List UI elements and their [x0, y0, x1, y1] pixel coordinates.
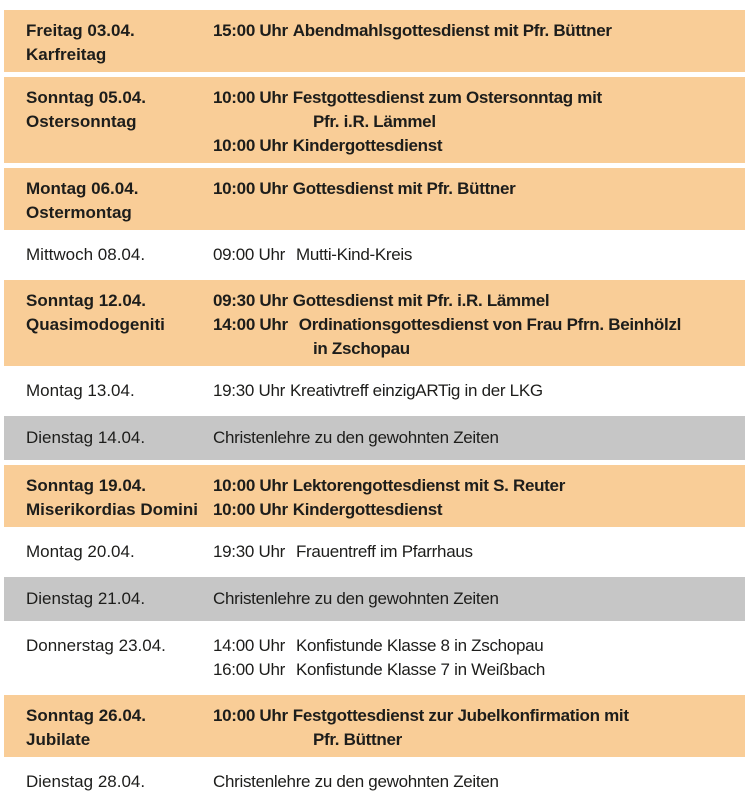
event-text: Christenlehre zu den gewohnten Zeiten	[213, 589, 499, 608]
row-date	[4, 634, 213, 682]
row-date	[4, 86, 213, 158]
event-time: 10:00 Uhr	[213, 476, 288, 495]
row-date	[4, 540, 213, 564]
row-date	[4, 19, 213, 67]
schedule-row	[4, 762, 745, 802]
event-line	[213, 134, 745, 158]
date-line: Montag 13.04.	[26, 381, 135, 400]
event-text: Lektorengottesdienst mit S. Reuter	[292, 476, 566, 495]
event-line	[213, 313, 745, 337]
date-line: Montag 06.04.	[26, 179, 139, 198]
event-time: 09:30 Uhr	[213, 291, 288, 310]
event-time: 19:30 Uhr	[213, 542, 285, 561]
event-line	[213, 426, 745, 450]
event-text: Ordinationsgottesdienst von Frau Pfrn. Beinhölzl	[298, 315, 682, 334]
event-time: 14:00 Uhr	[213, 315, 288, 334]
event-line	[213, 337, 745, 361]
date-line: Sonntag 05.04.	[26, 88, 146, 107]
row-date	[4, 379, 213, 403]
date-line: Ostermontag	[26, 203, 132, 222]
schedule-row	[4, 371, 745, 411]
event-time: 14:00 Uhr	[213, 636, 285, 655]
row-date	[4, 243, 213, 267]
row-date	[4, 770, 213, 794]
row-events	[213, 379, 745, 403]
event-time: 10:00 Uhr	[213, 136, 288, 155]
row-events	[213, 243, 745, 267]
date-line: Mittwoch 08.04.	[26, 245, 146, 264]
date-line: Montag 20.04.	[26, 542, 135, 561]
row-events	[213, 19, 745, 67]
event-text: Gottesdienst mit Pfr. Büttner	[292, 179, 516, 198]
row-events	[213, 770, 745, 794]
row-date	[4, 289, 213, 361]
event-text: Abendmahlsgottesdienst mit Pfr. Büttner	[292, 21, 612, 40]
schedule-row	[4, 416, 745, 460]
event-text: Konfistunde Klasse 8 in Zschopau	[295, 636, 544, 655]
event-line	[213, 770, 745, 794]
event-text: Kindergottesdienst	[292, 136, 443, 155]
event-line	[213, 379, 745, 403]
event-text: Christenlehre zu den gewohnten Zeiten	[213, 428, 499, 447]
schedule-row	[4, 10, 745, 72]
event-text: Pfr. i.R. Lämmel	[313, 112, 436, 131]
event-time: 09:00 Uhr	[213, 245, 285, 264]
row-events	[213, 474, 745, 522]
row-events	[213, 587, 745, 611]
event-text: Gottesdienst mit Pfr. i.R. Lämmel	[292, 291, 550, 310]
row-events	[213, 289, 745, 361]
row-events	[213, 177, 745, 225]
schedule-row	[4, 577, 745, 621]
event-line	[213, 177, 745, 201]
schedule-row	[4, 235, 745, 275]
event-text: Konfistunde Klasse 7 in Weißbach	[295, 660, 545, 679]
event-line	[213, 587, 745, 611]
schedule-row	[4, 626, 745, 690]
date-line: Miserikordias Domini	[26, 500, 198, 519]
event-time: 15:00 Uhr	[213, 21, 288, 40]
row-date	[4, 704, 213, 752]
row-events	[213, 86, 745, 158]
date-line: Karfreitag	[26, 45, 107, 64]
schedule-row	[4, 695, 745, 757]
row-date	[4, 587, 213, 611]
event-text: Festgottesdienst zum Ostersonntag mit	[292, 88, 602, 107]
schedule-row	[4, 532, 745, 572]
event-time: 19:30 Uhr	[213, 381, 285, 400]
event-line	[213, 634, 745, 658]
event-time: 10:00 Uhr	[213, 88, 288, 107]
date-line: Dienstag 28.04.	[26, 772, 146, 791]
schedule-row	[4, 280, 745, 366]
event-text: Frauentreff im Pfarrhaus	[295, 542, 473, 561]
schedule-row	[4, 168, 745, 230]
date-line: Dienstag 14.04.	[26, 428, 146, 447]
row-events	[213, 426, 745, 450]
event-text: Christenlehre zu den gewohnten Zeiten	[213, 772, 499, 791]
event-line	[213, 728, 745, 752]
row-events	[213, 540, 745, 564]
event-line	[213, 19, 745, 43]
event-line	[213, 243, 745, 267]
event-line	[213, 704, 745, 728]
event-text: Mutti-Kind-Kreis	[295, 245, 413, 264]
event-time: 10:00 Uhr	[213, 706, 288, 725]
event-time: 10:00 Uhr	[213, 179, 288, 198]
date-line: Sonntag 12.04.	[26, 291, 146, 310]
event-text: in Zschopau	[313, 339, 410, 358]
date-line: Dienstag 21.04.	[26, 589, 146, 608]
event-line	[213, 289, 745, 313]
event-line	[213, 540, 745, 564]
event-line	[213, 110, 745, 134]
row-date	[4, 426, 213, 450]
event-time: 10:00 Uhr	[213, 500, 288, 519]
schedule-row	[4, 77, 745, 163]
row-date	[4, 177, 213, 225]
date-line: Sonntag 26.04.	[26, 706, 146, 725]
event-text: Pfr. Büttner	[313, 730, 402, 749]
event-time: 16:00 Uhr	[213, 660, 285, 679]
date-line: Ostersonntag	[26, 112, 137, 131]
row-events	[213, 634, 745, 682]
event-text: Kreativtreff einzigARTig in der LKG	[289, 381, 543, 400]
row-date	[4, 474, 213, 522]
date-line: Quasimodogeniti	[26, 315, 165, 334]
row-events	[213, 704, 745, 752]
event-line	[213, 474, 745, 498]
date-line: Freitag 03.04.	[26, 21, 135, 40]
date-line: Donnerstag 23.04.	[26, 636, 166, 655]
event-text: Festgottesdienst zur Jubelkonfirmation mit	[292, 706, 629, 725]
event-text: Kindergottesdienst	[292, 500, 443, 519]
event-line	[213, 498, 745, 522]
event-line	[213, 86, 745, 110]
date-line: Jubilate	[26, 730, 91, 749]
event-line	[213, 658, 745, 682]
schedule-row	[4, 465, 745, 527]
date-line: Sonntag 19.04.	[26, 476, 146, 495]
